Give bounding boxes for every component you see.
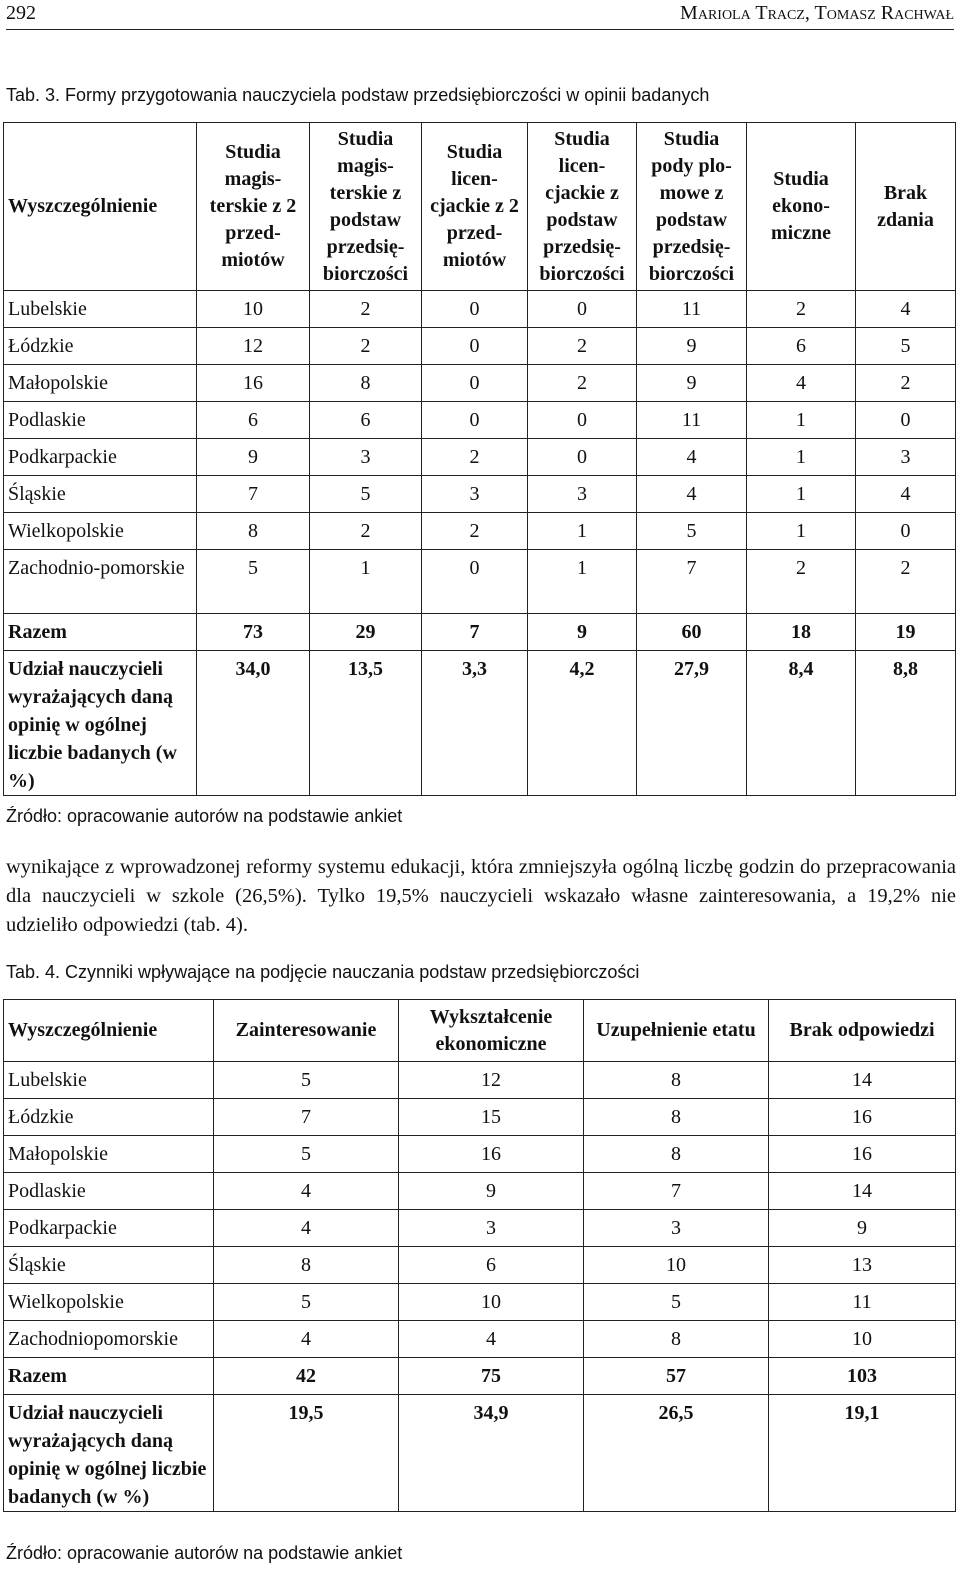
table-cell: 10 [769, 1321, 956, 1358]
row-label: Podkarpackie [4, 439, 197, 476]
table4 [3, 999, 956, 1512]
table-cell: 5 [584, 1284, 769, 1321]
table-cell: 14 [769, 1062, 956, 1099]
table-cell: 5 [310, 476, 422, 513]
table-cell: 8 [584, 1136, 769, 1173]
table-cell: 0 [422, 291, 528, 328]
share-label: Udział nauczycieli wyrażających daną opinię w ogólnej liczbie badanych (w %) [4, 1395, 214, 1512]
table4-caption: Tab. 4. Czynniki wpływające na podjęcie nauczania podstaw przedsiębiorczości [6, 962, 640, 982]
table-row [4, 1210, 956, 1247]
table-cell: 2 [422, 513, 528, 550]
table-row [4, 1247, 956, 1284]
table-cell: 1 [747, 476, 856, 513]
table-cell: 8 [584, 1099, 769, 1136]
row-label: Wielkopolskie [4, 1284, 214, 1321]
table-cell: 7 [637, 550, 747, 614]
total-cell: 18 [747, 614, 856, 651]
row-label: Lubelskie [4, 291, 197, 328]
table-cell: 5 [214, 1284, 399, 1321]
table-cell: 0 [528, 402, 637, 439]
page-number: 292 [6, 2, 36, 24]
table-cell: 6 [747, 328, 856, 365]
table-cell: 2 [310, 291, 422, 328]
table-cell: 11 [637, 402, 747, 439]
table-cell: 0 [856, 513, 956, 550]
table-cell: 8 [310, 365, 422, 402]
total-cell: 75 [399, 1358, 584, 1395]
table-cell: 2 [422, 439, 528, 476]
table-cell: 2 [747, 291, 856, 328]
table-cell: 16 [399, 1136, 584, 1173]
table-cell: 10 [584, 1247, 769, 1284]
table-cell: 0 [422, 328, 528, 365]
table-cell: 1 [747, 402, 856, 439]
table-cell: 2 [310, 328, 422, 365]
table3-source: Źródło: opracowanie autorów na podstawie ankiet [6, 806, 403, 826]
total-cell: 29 [310, 614, 422, 651]
share-cell: 3,3 [422, 651, 528, 796]
total-cell: 73 [197, 614, 310, 651]
share-cell: 26,5 [584, 1395, 769, 1512]
table-cell: 0 [422, 402, 528, 439]
table-cell: 15 [399, 1099, 584, 1136]
row-label: Łódzkie [4, 1099, 214, 1136]
table-cell: 0 [422, 365, 528, 402]
table-cell: 4 [747, 365, 856, 402]
total-cell: 60 [637, 614, 747, 651]
table-cell: 7 [214, 1099, 399, 1136]
row-label: Małopolskie [4, 365, 197, 402]
table-cell: 4 [214, 1210, 399, 1247]
row-label: Małopolskie [4, 1136, 214, 1173]
header-rule [6, 29, 954, 30]
table-cell: 4 [856, 291, 956, 328]
column-header: Wyszczególnienie [4, 1000, 214, 1062]
share-cell: 34,9 [399, 1395, 584, 1512]
table-cell: 1 [747, 513, 856, 550]
table-cell: 16 [769, 1099, 956, 1136]
table-cell: 9 [637, 328, 747, 365]
table-cell: 4 [856, 476, 956, 513]
table-cell: 1 [528, 550, 637, 614]
table-cell: 1 [310, 550, 422, 614]
table-cell: 9 [637, 365, 747, 402]
share-row [4, 1395, 956, 1512]
table-cell: 3 [399, 1210, 584, 1247]
page-header [6, 0, 954, 30]
column-header: Studia ekono-miczne [747, 123, 856, 291]
table-row [4, 365, 956, 402]
column-header: Studia magis-terskie z podstaw przedsię-biorczości [310, 123, 422, 291]
table-cell: 12 [197, 328, 310, 365]
table-cell: 2 [528, 365, 637, 402]
table-cell: 4 [399, 1321, 584, 1358]
running-authors: Mariola Tracz, Tomasz Rachwał [680, 2, 954, 24]
table-cell: 9 [399, 1173, 584, 1210]
total-label: Razem [4, 614, 197, 651]
table-cell: 4 [637, 439, 747, 476]
table3 [3, 122, 956, 796]
table-cell: 4 [214, 1321, 399, 1358]
row-label: Wielkopolskie [4, 513, 197, 550]
row-label: Łódzkie [4, 328, 197, 365]
table-row [4, 1284, 956, 1321]
table-cell: 16 [197, 365, 310, 402]
row-label: Podkarpackie [4, 1210, 214, 1247]
column-header: Uzupełnienie etatu [584, 1000, 769, 1062]
table-cell: 8 [214, 1247, 399, 1284]
column-header: Studia pody plo-mowe z podstaw przedsię-biorczości [637, 123, 747, 291]
table-cell: 16 [769, 1136, 956, 1173]
total-cell: 57 [584, 1358, 769, 1395]
table-cell: 3 [584, 1210, 769, 1247]
table-cell: 11 [637, 291, 747, 328]
table-cell: 4 [637, 476, 747, 513]
table-cell: 8 [197, 513, 310, 550]
total-cell: 103 [769, 1358, 956, 1395]
share-label: Udział nauczycieli wyrażających daną opinię w ogólnej liczbie badanych (w %) [4, 651, 197, 796]
table-row [4, 550, 956, 614]
column-header: Zainteresowanie [214, 1000, 399, 1062]
row-label: Podlaskie [4, 1173, 214, 1210]
table-cell: 5 [197, 550, 310, 614]
table-cell: 9 [769, 1210, 956, 1247]
table-cell: 7 [197, 476, 310, 513]
table-cell: 2 [856, 550, 956, 614]
column-header: Studia licen-cjackie z podstaw przedsię-biorczości [528, 123, 637, 291]
table-cell: 2 [747, 550, 856, 614]
table-cell: 3 [310, 439, 422, 476]
column-header: Wykształcenie ekonomiczne [399, 1000, 584, 1062]
column-header: Studia magis-terskie z 2 przed-miotów [197, 123, 310, 291]
table-row [4, 513, 956, 550]
total-cell: 42 [214, 1358, 399, 1395]
share-cell: 8,4 [747, 651, 856, 796]
table-cell: 2 [528, 328, 637, 365]
table-cell: 10 [197, 291, 310, 328]
table-cell: 8 [584, 1062, 769, 1099]
table-cell: 5 [214, 1062, 399, 1099]
table-cell: 11 [769, 1284, 956, 1321]
table-cell: 7 [584, 1173, 769, 1210]
row-label: Śląskie [4, 1247, 214, 1284]
row-label: Zachodniopomorskie [4, 1321, 214, 1358]
share-cell: 19,1 [769, 1395, 956, 1512]
table-cell: 5 [856, 328, 956, 365]
table-cell: 3 [422, 476, 528, 513]
share-cell: 27,9 [637, 651, 747, 796]
total-cell: 9 [528, 614, 637, 651]
table4-source: Źródło: opracowanie autorów na podstawie ankiet [6, 1543, 403, 1563]
table-cell: 3 [856, 439, 956, 476]
table-cell: 1 [528, 513, 637, 550]
share-cell: 19,5 [214, 1395, 399, 1512]
table-cell: 4 [214, 1173, 399, 1210]
table-row [4, 1173, 956, 1210]
body-paragraph: wynikające z wprowadzonej reformy systemu edukacji, która zmniejszyła ogólną liczbę godzin do przepracowania dla nauczycieli w szkole (26,5%). Tylko 19,5% nauczycieli wskazało własne zainteresowania, a 19,2% nie udzieliło odpowiedzi (tab. 4). [6, 856, 956, 936]
share-cell: 4,2 [528, 651, 637, 796]
row-label: Zachodnio-pomorskie [4, 550, 197, 614]
table-row [4, 1062, 956, 1099]
table-cell: 1 [747, 439, 856, 476]
table-row [4, 1321, 956, 1358]
column-header: Wyszczególnienie [4, 123, 197, 291]
share-cell: 13,5 [310, 651, 422, 796]
table-cell: 2 [310, 513, 422, 550]
share-row [4, 651, 956, 796]
total-cell: 7 [422, 614, 528, 651]
share-cell: 34,0 [197, 651, 310, 796]
total-label: Razem [4, 1358, 214, 1395]
table-cell: 2 [856, 365, 956, 402]
table-cell: 0 [528, 439, 637, 476]
table-cell: 10 [399, 1284, 584, 1321]
table-cell: 5 [214, 1136, 399, 1173]
table-cell: 5 [637, 513, 747, 550]
table-cell: 0 [856, 402, 956, 439]
table-cell: 9 [197, 439, 310, 476]
table-cell: 8 [584, 1321, 769, 1358]
row-label: Śląskie [4, 476, 197, 513]
table3-caption: Tab. 3. Formy przygotowania nauczyciela podstaw przedsiębiorczości w opinii badanych [6, 85, 710, 105]
table-row [4, 476, 956, 513]
column-header: Studia licen-cjackie z 2 przed-miotów [422, 123, 528, 291]
table-cell: 0 [528, 291, 637, 328]
table-row [4, 1099, 956, 1136]
column-header: Brak zdania [856, 123, 956, 291]
row-label: Lubelskie [4, 1062, 214, 1099]
table-row [4, 328, 956, 365]
row-label: Podlaskie [4, 402, 197, 439]
column-header: Brak odpowiedzi [769, 1000, 956, 1062]
table-row [4, 1136, 956, 1173]
table-cell: 6 [310, 402, 422, 439]
table-cell: 6 [197, 402, 310, 439]
table-cell: 3 [528, 476, 637, 513]
table-cell: 14 [769, 1173, 956, 1210]
total-cell: 19 [856, 614, 956, 651]
table-cell: 0 [422, 550, 528, 614]
table-row [4, 402, 956, 439]
table-cell: 13 [769, 1247, 956, 1284]
table-cell: 12 [399, 1062, 584, 1099]
share-cell: 8,8 [856, 651, 956, 796]
total-row [4, 1358, 956, 1395]
total-row [4, 614, 956, 651]
table-row [4, 291, 956, 328]
table-cell: 6 [399, 1247, 584, 1284]
table-row [4, 439, 956, 476]
